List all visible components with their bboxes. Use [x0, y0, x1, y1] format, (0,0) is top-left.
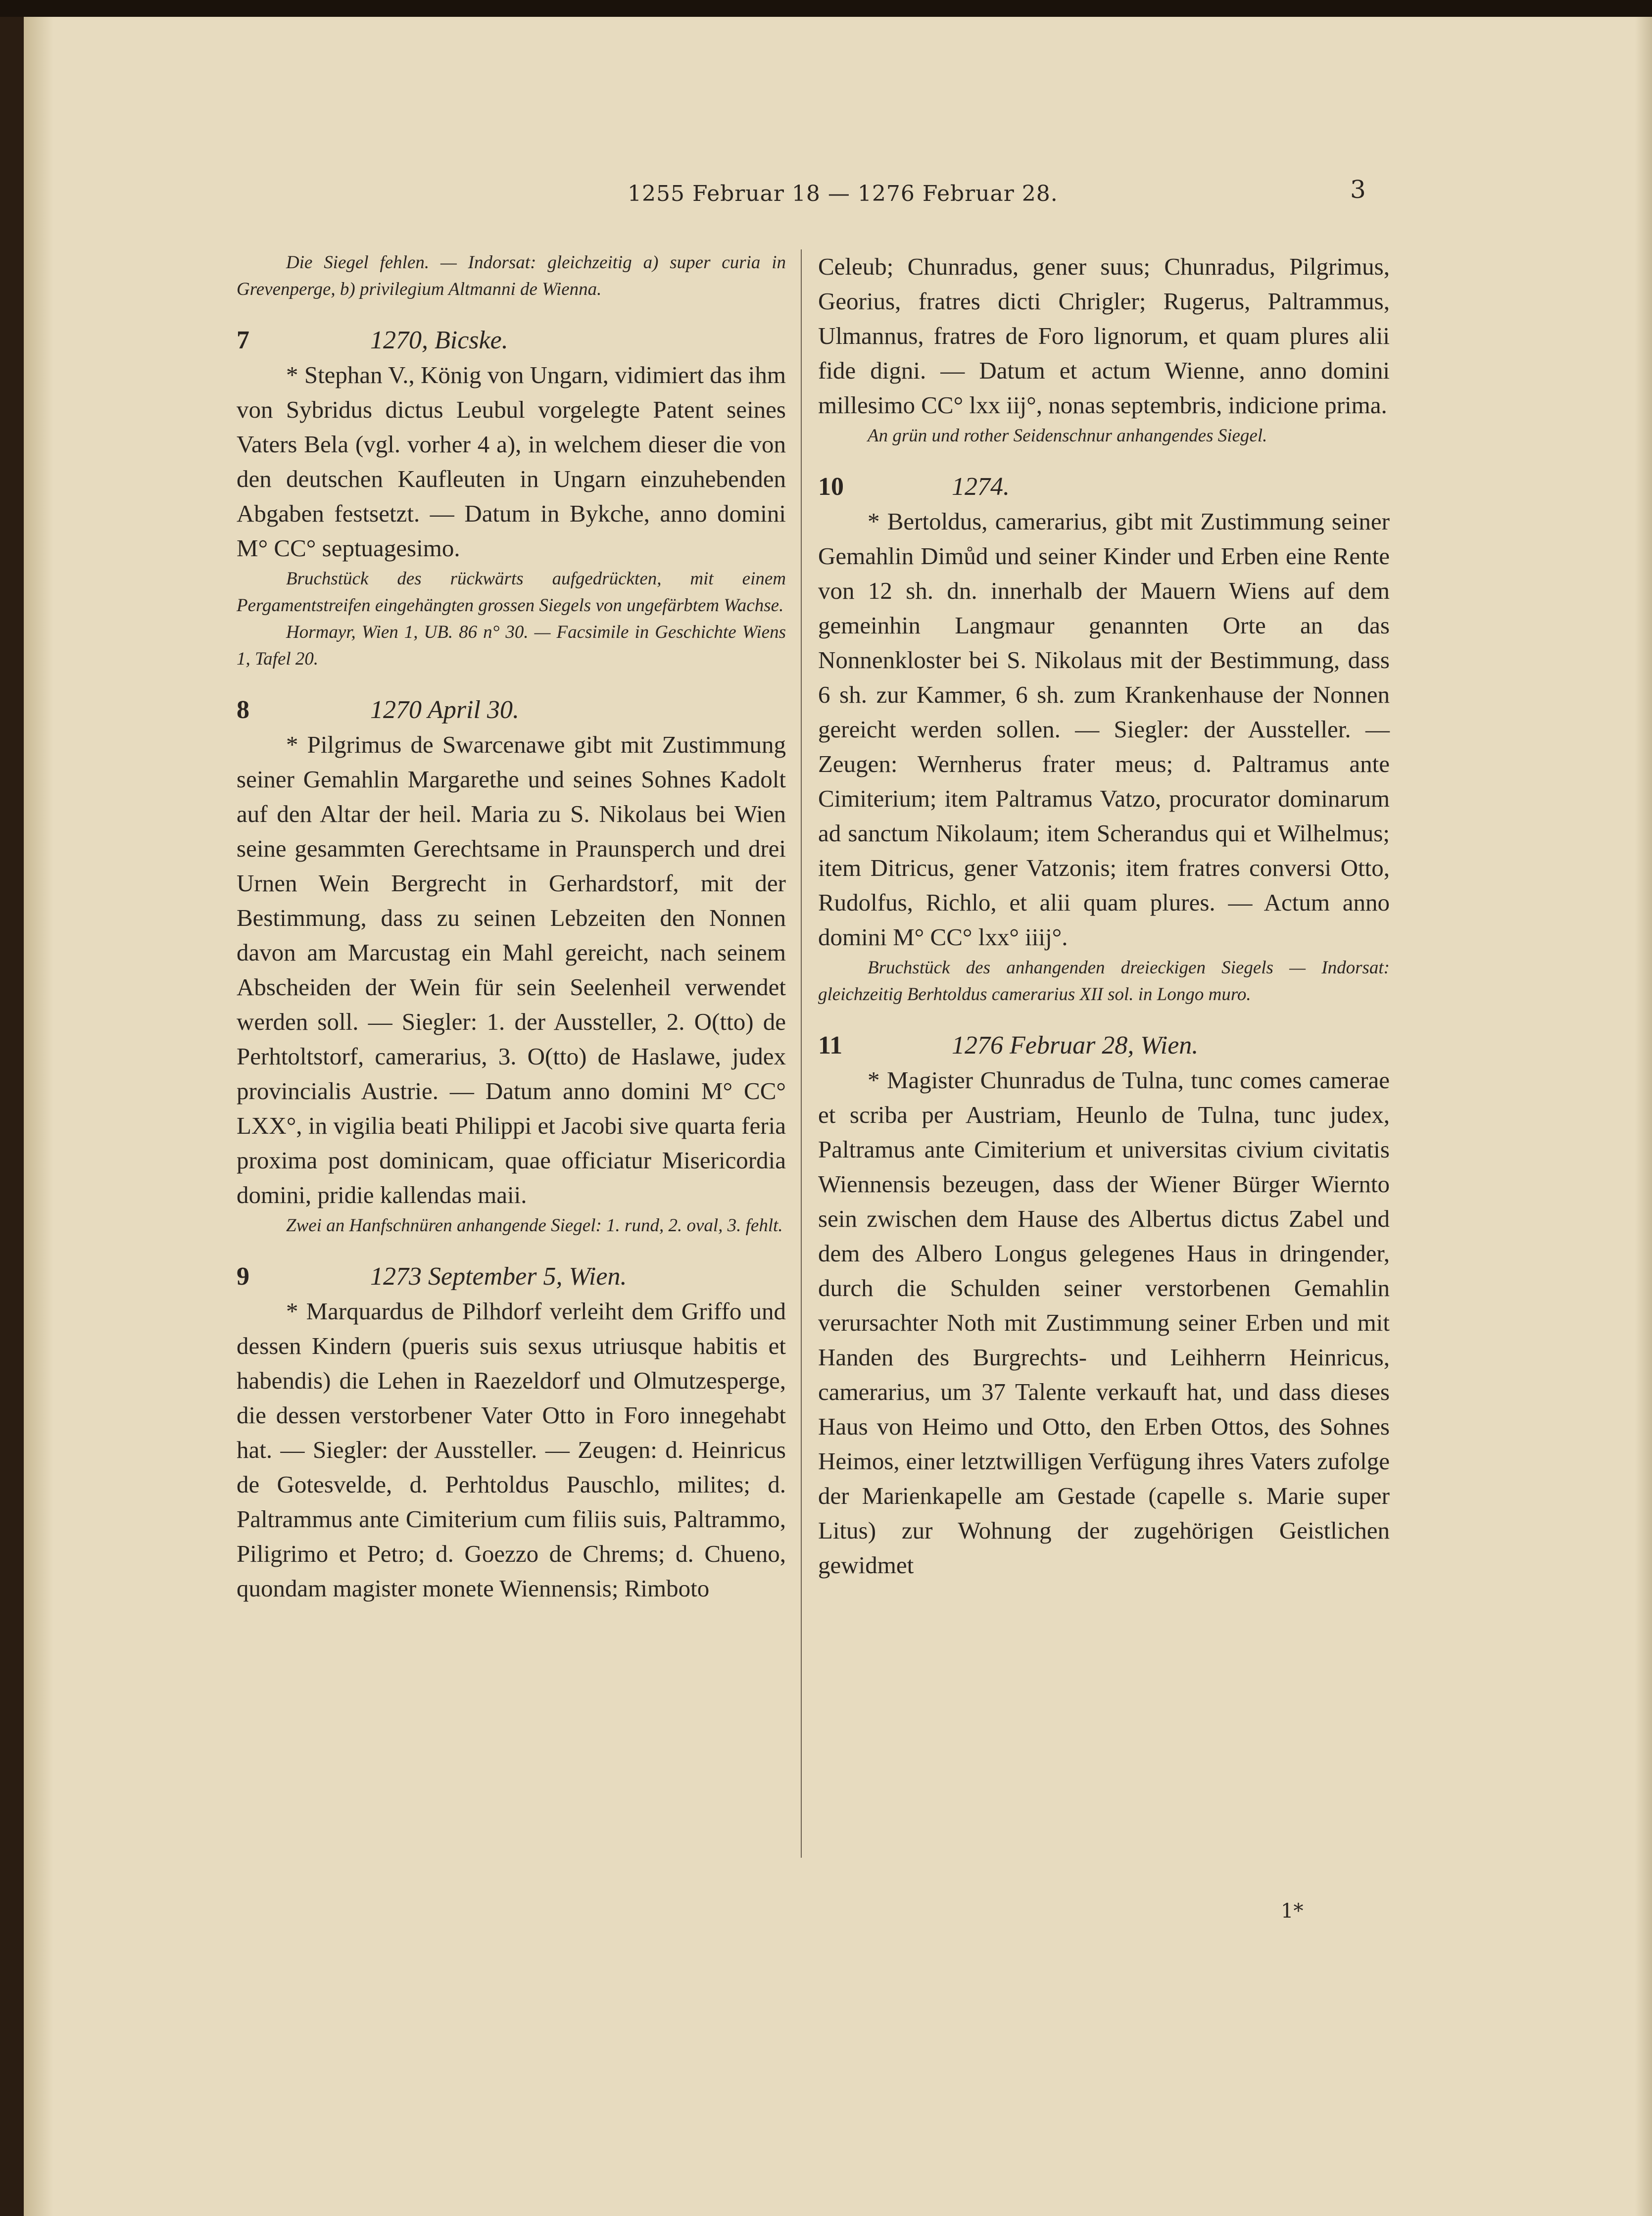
entry-number: 10 — [818, 473, 844, 501]
entry-date: 1274. — [952, 473, 1010, 501]
entry-10-note-seal: Bruchstück des anhangenden dreieckigen Siegels — Indorsat: gleichzeitig Berhtoldus camerarius XII sol. in Longo muro. — [818, 958, 1390, 1005]
entry-11-text: * Magister Chunradus de Tulna, tunc comes camerae et scriba per Austriam, Heunlo de Tulna, tunc judex, Paltramus ante Cimiterium et universitas civium civitatis Wiennensis bezeugen, dass der Wiener Bürger Wiernto sein zwischen dem Hause des Albertus dictus Zabel und dem des Albero Longus gelegenes Haus in dringender, durch die Schulden seiner verstorbenen Gemahlin verursachter Noth mit Zustimmung seiner Erben und mit Handen des Burgrechts- und Leihherrn Heinricus, camerarius, um 37 Talente verkauft hat, und dass dieses Haus von Heimo und Otto, den Erben Ottos, des Sohnes Heimos, einer letztwilligen Verfügung ihres Vaters zufolge der Marienkapelle am Gestade (capelle s. Marie super Litus) zur Wohnung der zugehörigen Geistlichen gewidmet — [818, 1066, 1390, 1579]
running-title: 1255 Februar 18 — 1276 Februar 28. — [628, 181, 1058, 206]
entry-number: 8 — [237, 696, 249, 724]
entry-8-note-seal: Zwei an Hanfschnüren anhangende Siegel: 1. rund, 2. oval, 3. fehlt. — [286, 1215, 783, 1236]
signature-mark: 1* — [1281, 1900, 1304, 1923]
entry-8-heading — [237, 695, 786, 724]
entry-10-heading — [818, 472, 1390, 501]
entry-7-note-literature: Hormayr, Wien 1, UB. 86 n° 30. — Facsimile in Geschichte Wiens 1, Tafel 20. — [237, 622, 786, 669]
entry-date: 1270, Bicske. — [370, 326, 508, 354]
entry-7-text: * Stephan V., König von Ungarn, vidimiert das ihm von Sybridus dictus Leubul vorgelegte Patent seines Vaters Bela (vgl. vorher 4 a), in welchem dieser die von den deutschen Kaufleuten in Ungarn einzuhebenden Abgaben festsetzt. — Datum in Bykche, anno domini M° CC° septuagesimo. — [237, 361, 786, 562]
entry-7-note-seal: Bruchstück des rückwärts aufgedrückten, mit einem Pergamentstreifen eingehängten grossen Siegels von ungefärbtem Wachse. — [237, 569, 786, 616]
entry-8-text: * Pilgrimus de Swarcenawe gibt mit Zustimmung seiner Gemahlin Margarethe und seines Sohnes Kadolt auf den Altar der heil. Maria zu S. Nikolaus bei Wien seine gesammten Gerechtsame in Praunsperch und drei Urnen Wein Bergrecht in Gerhardstorf, mit der Bestimmung, dass zu seinen Lebzeiten den Nonnen davon am Marcustag ein Mahl gereicht, nach seinem Abscheiden der Wein für sein Seelenheil verwendet werden soll. — Siegler: 1. der Aussteller, 2. O(tto) de Perhtoltstorf, camerarius, 3. O(tto) de Haslawe, judex provincialis Austrie. — Datum anno domini M° CC° LXX°, in vigilia beati Philippi et Jacobi sive quarta feria proxima post dominicam, quae officiatur Misericordia domini, pridie kallendas maii. — [237, 731, 786, 1208]
left-column — [237, 249, 786, 1606]
entry-date: 1276 Februar 28, Wien. — [952, 1031, 1199, 1060]
entry-10-text: * Bertoldus, camerarius, gibt mit Zustimmung seiner Gemahlin Dimůd und seiner Kinder und Erben eine Rente von 12 sh. dn. innerhalb der Mauern Wiens auf dem gemeinhin Langmaur genannten Orte an das Nonnenkloster bei S. Nikolaus mit der Bestimmung, dass 6 sh. zur Kammer, 6 sh. zum Krankenhause der Nonnen gereicht werden sollen. — Siegler: der Aussteller. — Zeugen: Wernherus frater meus; d. Paltramus ante Cimiterium; item Paltramus Vatzo, procurator dominarum ad sanctum Nikolaum; item Scherandus qui et Wilhelmus; item Ditricus, gener Vatzonis; item fratres conversi Otto, Rudolfus, Richlo, et alii quam plures. — Actum anno domini M° CC° lxx° iiij°. — [818, 508, 1390, 951]
entry-number: 9 — [237, 1262, 249, 1291]
top-note: Die Siegel fehlen. — Indorsat: gleichzeitig a) super curia in Grevenperge, b) privilegium Altmanni de Wienna. — [237, 252, 786, 299]
entry-date: 1273 September 5, Wien. — [370, 1262, 627, 1291]
column-divider — [801, 249, 802, 1858]
entry-9-heading — [237, 1262, 786, 1291]
scan-top-border — [0, 0, 1652, 17]
entry-9-note-seal: An grün und rother Seidenschnur anhangendes Siegel. — [868, 426, 1267, 446]
right-column — [818, 249, 1390, 1583]
entry-9-text: * Marquardus de Pilhdorf verleiht dem Griffo und dessen Kindern (pueris suis sexus utriusque habitis et habendis) die Lehen in Raezeldorf und Olmutzesperge, die dessen verstorbener Vater Otto in Foro innegehabt hat. — Siegler: der Aussteller. — Zeugen: d. Heinricus de Gotesvelde, d. Perhtoldus Pauschlo, milites; d. Paltrammus ante Cimiterium cum filiis suis, Paltrammo, Piligrimo et Petro; d. Goezzo de Chrems; d. Chueno, quondam magister monete Wiennensis; Rimboto — [237, 1298, 786, 1602]
page-number: 3 — [1350, 175, 1366, 204]
entry-number: 7 — [237, 326, 249, 354]
entry-9-continuation: Celeub; Chunradus, gener suus; Chunradus, Pilgrimus, Georius, fratres dicti Chrigler; Rugerus, Paltrammus, Ulmannus, fratres de Foro lignorum, et quam plures alii fide digni. — Datum et actum Wienne, anno domini millesimo CC° lxx iij°, nonas septembris, indicione prima. — [818, 253, 1390, 419]
page — [24, 17, 1652, 2216]
page-edge-shadow — [1635, 17, 1652, 2216]
page-spine-shadow — [24, 17, 53, 2216]
entry-number: 11 — [818, 1031, 843, 1060]
entry-11-heading — [818, 1031, 1390, 1060]
entry-7-heading — [237, 326, 786, 355]
entry-date: 1270 April 30. — [370, 696, 519, 724]
